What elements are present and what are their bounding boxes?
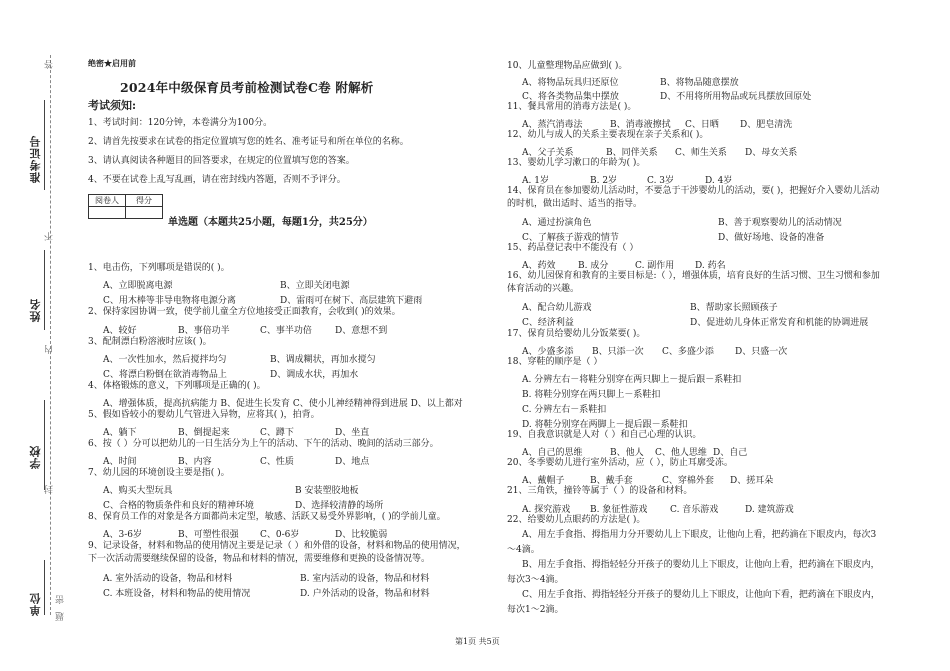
- option: A、3-6岁: [103, 530, 142, 540]
- option: C、合格的物质条件和良好的精神环境: [103, 501, 254, 511]
- option: D、肥皂清洗: [740, 120, 793, 130]
- option: A、躺下: [103, 428, 137, 438]
- option: D、比较脆弱: [335, 530, 388, 540]
- page-number: 第1页 共5页: [455, 637, 500, 646]
- option: D、不用将所用物品或玩具摆放回原处: [660, 92, 812, 102]
- option: B、他人: [610, 448, 644, 458]
- option: B、善于观察婴幼儿的活动情况: [718, 218, 842, 228]
- option: C、穿棉外套: [662, 476, 714, 486]
- option-line: B、用左手食指、拇指轻轻分开孩子的婴幼儿上下眼皮，让他向上看，把药滴在下眼皮内，: [522, 560, 880, 570]
- question: 19、自我意识就是人对（ ）和自己心理的认识。: [507, 430, 702, 440]
- option-line: ～4滴。: [507, 545, 540, 555]
- option: B、同伴关系: [606, 148, 658, 158]
- option: D、雷雨可在树下、高层建筑下避雨: [280, 296, 423, 306]
- option: A、少盛多添: [522, 347, 574, 357]
- confidential-stamp: 绝密★启用前: [88, 58, 136, 68]
- margin-mark: 答: [45, 60, 55, 69]
- question: 18、穿鞋的顺序是（ ）: [507, 357, 603, 367]
- reviewer-label: 阅卷人: [89, 195, 126, 207]
- option: B. 2岁: [590, 176, 618, 186]
- question: 20、冬季婴幼儿进行室外活动，应（ ），防止耳廓受冻。: [507, 458, 733, 468]
- option: D. 户外活动的设备，物品和材料: [300, 589, 430, 599]
- option: C. 副作用: [635, 261, 675, 271]
- option: A、购买大型玩具: [103, 486, 173, 496]
- option: D、搓耳朵: [730, 476, 774, 486]
- option: D. 建筑游戏: [745, 505, 794, 515]
- option: A、增强体质，提高抗病能力 B、促进生长发育 C、使小儿神经精神得到进展 D、以上都对: [103, 399, 463, 409]
- notice-item: 3、请认真阅读各种题目的回答要求，在规定的位置填写您的答案。: [88, 156, 355, 166]
- option: C、日晒: [685, 120, 719, 130]
- question: 14、保育员在参加婴幼儿活动时，不要急于干涉婴幼儿的活动，要( )，把握好介入婴幼儿活动的时机，做出适时、适当的指导。: [507, 186, 880, 209]
- option-line: 每次1～2滴。: [507, 605, 564, 615]
- question: 2、保持家园协调一致，使学前儿童全方位地接受正面教育，会收到( )的效果。: [88, 307, 401, 317]
- option: B、事倍功半: [178, 326, 230, 336]
- option: A、立即脱离电源: [103, 281, 173, 291]
- option: C、事半功倍: [260, 326, 312, 336]
- question: 13、婴幼儿学习漱口的年龄为( )。: [507, 158, 646, 168]
- option: A、较好: [103, 326, 137, 336]
- option: B. 成分: [578, 261, 609, 271]
- option: C、多盛少添: [662, 347, 714, 357]
- option: C、0-6岁: [260, 530, 300, 540]
- margin-mark: 密: [56, 595, 66, 604]
- option: C、蹲下: [260, 428, 294, 438]
- option: C. 音乐游戏: [670, 505, 719, 515]
- question: 17、保育员给婴幼儿分饭菜要( )。: [507, 329, 646, 339]
- option: D. 4岁: [705, 176, 733, 186]
- question: 8、保育员工作的对象是各方面都尚未定型，敏感、活跃又易受外界影响，( )的学前儿童。: [88, 512, 446, 522]
- option: A、一次性加水，然后搅拌均匀: [103, 355, 227, 365]
- option: A. 分辨左右－将鞋分别穿在两只脚上－提后跟－系鞋扣: [522, 375, 742, 385]
- option: D、调成水状，再加水: [270, 370, 359, 380]
- option: B. 将鞋分别穿在两只脚上－系鞋扣: [522, 390, 661, 400]
- question: 7、幼儿园的环境创设主要是指( )。: [88, 468, 230, 478]
- option-line: A、用左手食指、拇指用力分开婴幼儿上下眼皮，让他向上看，把药滴在下眼皮内，每次3: [522, 530, 877, 540]
- question: 16、幼儿园保育和教育的主要目标是:（ ），增强体质，培育良好的生活习惯、卫生习惯和参加体育活动的兴趣。: [507, 271, 880, 294]
- option: D、地点: [335, 457, 370, 467]
- question: 15、药品登记表中不能没有（ ）: [507, 243, 639, 253]
- question: 4、体格锻炼的意义，下列哪项是正确的( )。: [88, 381, 266, 391]
- option: D. 将鞋分别穿在两脚上－提后跟－系鞋扣: [522, 420, 688, 430]
- option: D、促进幼儿身体正常发育和机能的协调进展: [690, 318, 869, 328]
- margin-mark: 不: [45, 232, 55, 241]
- option: C、了解孩子游戏的情节: [522, 233, 619, 243]
- notice-item: 2、请首先按要求在试卷的指定位置填写您的姓名、准考证号和所在单位的名称。: [88, 137, 409, 147]
- section-heading: 单选题（本题共25小题，每题1分，共25分）: [168, 217, 373, 228]
- option: C、将各类物品集中摆放: [522, 92, 619, 102]
- option-line: C、用左手食指、拇指轻轻分开孩子的婴幼儿上下眼皮，让他向下看，把药滴在下眼皮内，: [522, 590, 880, 600]
- option: D、坐直: [335, 428, 370, 438]
- reviewer-cell[interactable]: [89, 207, 126, 219]
- option: A、药效: [522, 261, 556, 271]
- option: D、只盛一次: [735, 347, 788, 357]
- margin-label-exam-id: 准考证号: [29, 135, 42, 183]
- question: 22、给婴幼儿点眼药的方法是( )。: [507, 515, 646, 525]
- notice-item: 4、不要在试卷上乱写乱画，请在密封线内答题，否则不予评分。: [88, 175, 346, 185]
- option: B、倒提起来: [178, 428, 230, 438]
- option: B、消毒液擦拭: [610, 120, 671, 130]
- option: A. 室外活动的设备，物品和材料: [103, 574, 233, 584]
- name-line: [44, 250, 45, 330]
- option: C. 本班设备，材料和物品的使用情况: [103, 589, 251, 599]
- margin-mark: 题: [56, 612, 66, 621]
- option: C、经济利益: [522, 318, 574, 328]
- question: 1、电击伤，下列哪项是错误的( )。: [88, 263, 230, 273]
- option: B、只添一次: [592, 347, 644, 357]
- option: B、帮助家长照顾孩子: [690, 303, 778, 313]
- option: C、他人思维: [655, 448, 707, 458]
- option: C、性质: [260, 457, 294, 467]
- option: B 安装塑胶地板: [295, 486, 359, 496]
- option: B、可塑性很强: [178, 530, 239, 540]
- option: C. 分辨左右－系鞋扣: [522, 405, 607, 415]
- option: A、将物品玩具归还原位: [522, 78, 619, 88]
- margin-label-unit: 单位: [29, 592, 42, 616]
- option: D、选择较清静的场所: [295, 501, 384, 511]
- option: A. 探究游戏: [522, 505, 571, 515]
- option: B、内容: [178, 457, 212, 467]
- margin-mark: 内: [45, 345, 55, 354]
- option: B. 室内活动的设备，物品和材料: [300, 574, 430, 584]
- option: D. 药名: [695, 261, 726, 271]
- question: 3、配制漂白粉溶液时应该( )。: [88, 337, 212, 347]
- option: C、将漂白粉倒在欲消毒物品上: [103, 370, 227, 380]
- question: 10、儿童整理物品应做到( )。: [507, 61, 628, 71]
- option: C、师生关系: [675, 148, 727, 158]
- option: C、用木棒等非导电物将电源分离: [103, 296, 236, 306]
- question: 6、按（ ）分可以把幼儿的一日生活分为上午的活动、下午的活动、晚间的活动三部分。: [88, 439, 439, 449]
- page-title: 2024年中级保育员考前检测试卷C卷 附解析: [120, 80, 374, 95]
- notice-item: 1、考试时间：120分钟，本卷满分为100分。: [88, 118, 273, 128]
- option: A、配合幼儿游戏: [522, 303, 592, 313]
- option: B. 象征性游戏: [590, 505, 648, 515]
- option: B、戴手套: [590, 476, 633, 486]
- option: A、自己的思维: [522, 448, 583, 458]
- option: A、通过扮演角色: [522, 218, 592, 228]
- option: B、立即关闭电源: [280, 281, 350, 291]
- question: 12、幼儿与成人的关系主要表现在亲子关系和( )。: [507, 130, 709, 140]
- score-cell[interactable]: [126, 207, 163, 219]
- option: A、蒸汽消毒法: [522, 120, 583, 130]
- option: D、自己: [713, 448, 748, 458]
- score-table: [88, 194, 163, 219]
- question: 5、假如昏较小的婴幼儿气管进入异物，应将其( )，拍背。: [88, 410, 320, 420]
- binding-margin: [0, 0, 70, 671]
- option: A、时间: [103, 457, 137, 467]
- margin-label-school: 学校: [29, 445, 42, 469]
- option: D、母女关系: [745, 148, 798, 158]
- score-label: 得分: [126, 195, 163, 207]
- option: D、意想不到: [335, 326, 388, 336]
- question: 21、三角铁，撞铃等属于（ ）的设备和材料。: [507, 486, 693, 496]
- option: A. 1岁: [522, 176, 549, 186]
- question: 11、餐具常用的消毒方法是( )。: [507, 102, 637, 112]
- option: B、调成糊状，再加水搅匀: [270, 355, 376, 365]
- option-line: 每次3～4滴。: [507, 575, 564, 585]
- unit-line: [44, 560, 45, 615]
- option: A、父子关系: [522, 148, 574, 158]
- option: B、将物品随意摆放: [660, 78, 739, 88]
- option: D、做好场地、设备的准备: [718, 233, 825, 243]
- school-line: [44, 400, 45, 490]
- notice-heading: 考试须知:: [88, 99, 137, 112]
- exam-id-line: [44, 100, 45, 190]
- option: C. 3岁: [647, 176, 675, 186]
- question: 9、记录设备，材料和物品的使用情况主要是记录（ ）和外借的设备，材料和物品的使用情况，下一次活动需要继续保留的设备，物品和材料的情况，需要维修和更换的设备情况等。: [88, 541, 466, 564]
- seal-line: [50, 55, 51, 615]
- margin-mark: 封: [45, 485, 55, 494]
- option: A、戴帽子: [522, 476, 565, 486]
- margin-label-name: 姓名: [29, 298, 42, 322]
